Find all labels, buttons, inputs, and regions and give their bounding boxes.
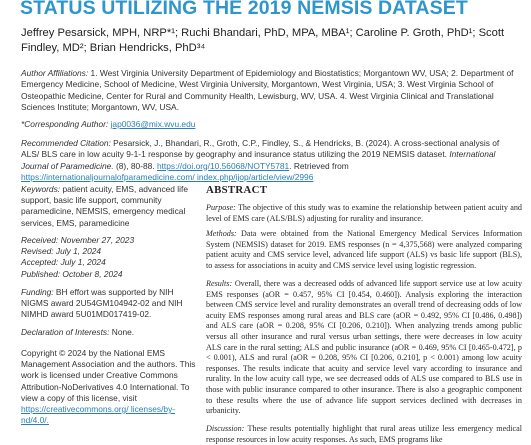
author-affiliations <box>21 68 517 113</box>
keywords-text: patient acuity, EMS, advanced life support, basic life support, community paramedicine, NEMSIS, emergency medical services, EMS, paramedicine <box>21 184 188 228</box>
abstract-heading: ABSTRACT <box>206 184 268 196</box>
article-dates <box>21 235 197 280</box>
abstract-methods <box>206 229 522 271</box>
results-text: Overall, there was a decreased odds of advanced life support service use at low acuity EMS responses (aOR = 0.457, 95% CI [0.454, 0.460]). Analysis exploring the interaction between CMS service level and rurality demonstrates an overall trend of decreasing odds of low acuity EMS responses among rural areas and BLS care (aOR = 0.492, 95% CI [0.486, 0.498]) and ALS care (aOR = 0.208, 95% CI [0.206, 0.210]). When analyzing trends among public versus all other insurance and rural versus urban settings, there were decreases in low acuity ALS care in the rural setting; ALS and public insurance (aOR = 0.469, 95% CI [0.465-0.472], p < 0.001), ALS and rural (aOR = 0.208, 95% CI [0.206, 0.210], p < 0.001) among low acuity responses. The results indicate that acuity and service level vary according to insurance and rurality. In the low acuity call type, we see decreased odds of ALS use compared to BLS use in those with public insurance compared to other insurance. There is also a geographic component to these results where the use of advance life support services declined with decreases in urbanicity. <box>206 279 523 416</box>
discussion-label: Discussion: <box>206 424 245 433</box>
corresponding-author <box>21 119 517 130</box>
declaration-label: Declaration of Interests: <box>21 327 110 337</box>
author-line-1: Jeffrey Pesarsick, MPH, NRP*¹; Ruchi Bhandari, PhD, MPA, MBA¹; Caroline P. Groth, PhD¹; Scott <box>21 27 505 39</box>
keywords <box>21 184 197 229</box>
recommended-citation <box>21 138 517 183</box>
declaration-text: None. <box>111 327 135 337</box>
author-list <box>21 26 521 56</box>
citation-pages: (8), 80-88. <box>115 160 155 171</box>
citation-doi-link[interactable]: https://doi.org/10.56068/NOTY5781 <box>156 160 290 171</box>
license-link[interactable]: https://creativecommons.org/ licenses/by-nd/4.0/. <box>21 404 176 426</box>
copyright-text: Copyright © 2024 by the National EMS Management Association and the authors. This work is licensed under Creative Commons Attribution-NoDerivatives 4.0 International. To view a copy of this license, visit <box>21 348 196 403</box>
funding <box>21 287 197 321</box>
methods-text: Data were obtained from the National Emergency Medical Services Information System (NEMSIS) dataset for 2019. EMS responses (n = 4,375,568) were analyzed comparing patient acuity and CMS service level, advanced life support (ALS) vs basic life support (BLS), to assess for associations in acuity and CMS service level using logistic regression. <box>206 229 523 270</box>
funding-label: Funding: <box>21 287 54 297</box>
date-published: Published: October 8, 2024 <box>21 268 123 279</box>
citation-journal: International Journal of Paramedicine. <box>21 149 496 171</box>
abstract-results <box>206 279 522 417</box>
declaration-of-interests <box>21 327 197 338</box>
date-received: Received: November 27, 2023 <box>21 235 135 245</box>
purpose-label: Purpose: <box>206 203 236 212</box>
funding-text: BH effort was supported by NIH NIGMS award 2U54GM104942-02 and NIH NIMHD award 5U01MD017419-02. <box>21 287 183 320</box>
abstract-purpose <box>206 203 522 224</box>
keywords-label: Keywords: <box>21 184 61 194</box>
results-label: Results: <box>206 279 233 288</box>
methods-label: Methods: <box>206 229 237 238</box>
date-accepted: Accepted: July 1, 2024 <box>21 257 106 268</box>
date-revised: Revised: July 1, 2024 <box>21 246 102 257</box>
author-line-2: Findley, MD²; Brian Hendricks, PhD³⁴ <box>21 42 206 54</box>
corresponding-label: *Corresponding Author: <box>21 119 109 129</box>
citation-retrieved: . Retrieved from <box>289 160 349 171</box>
citation-url-link[interactable]: https://internationaljournalofparamedicine.com/ index.php/ijop/article/view/2996 <box>21 171 314 182</box>
citation-label: Recommended Citation: <box>21 138 111 148</box>
purpose-text: The objective of this study was to examine the relationship between patient acuity and level of EMS care (ALS/BLS) adjusting for rurality and insurance. <box>206 203 522 223</box>
copyright-notice <box>21 348 197 426</box>
discussion-text: These results potentially highlight that rural areas utilize less emergency medical response resources in low acuity responses. As such, EMS programs like <box>206 424 522 444</box>
affiliations-text: 1. West Virginia University Department of Epidemiology and Biostatistics; Morgantown WV, USA; 2. Department of Emergency Medicine, School of Medicine, West Virginia University, Morgantown, West Virginia, USA; 3. West Virginia School of Osteopathic Medicine, Center for Rural and Community Health, Lewisburg, WV, USA. 4. West Virginia Clinical and Translational Sciences Institute; Morgantown, WV, USA. <box>21 68 514 112</box>
article-title: STATUS UTILIZING THE 2019 NEMSIS DATASET <box>20 0 468 19</box>
citation-text: Pesarsick, J., Bhandari, R., Groth, C.P., Findley, S., & Hendricks, B. (2024). A cross-sectional analysis of ALS/ BLS care in low acuity 9-1-1 response by geography and insurance status utilizing the 2019 NEMSIS dataset. <box>21 138 500 160</box>
corresponding-email-link[interactable]: jap0036@mix.wvu.edu <box>110 119 196 129</box>
affiliations-label: Author Affiliations: <box>21 68 89 78</box>
